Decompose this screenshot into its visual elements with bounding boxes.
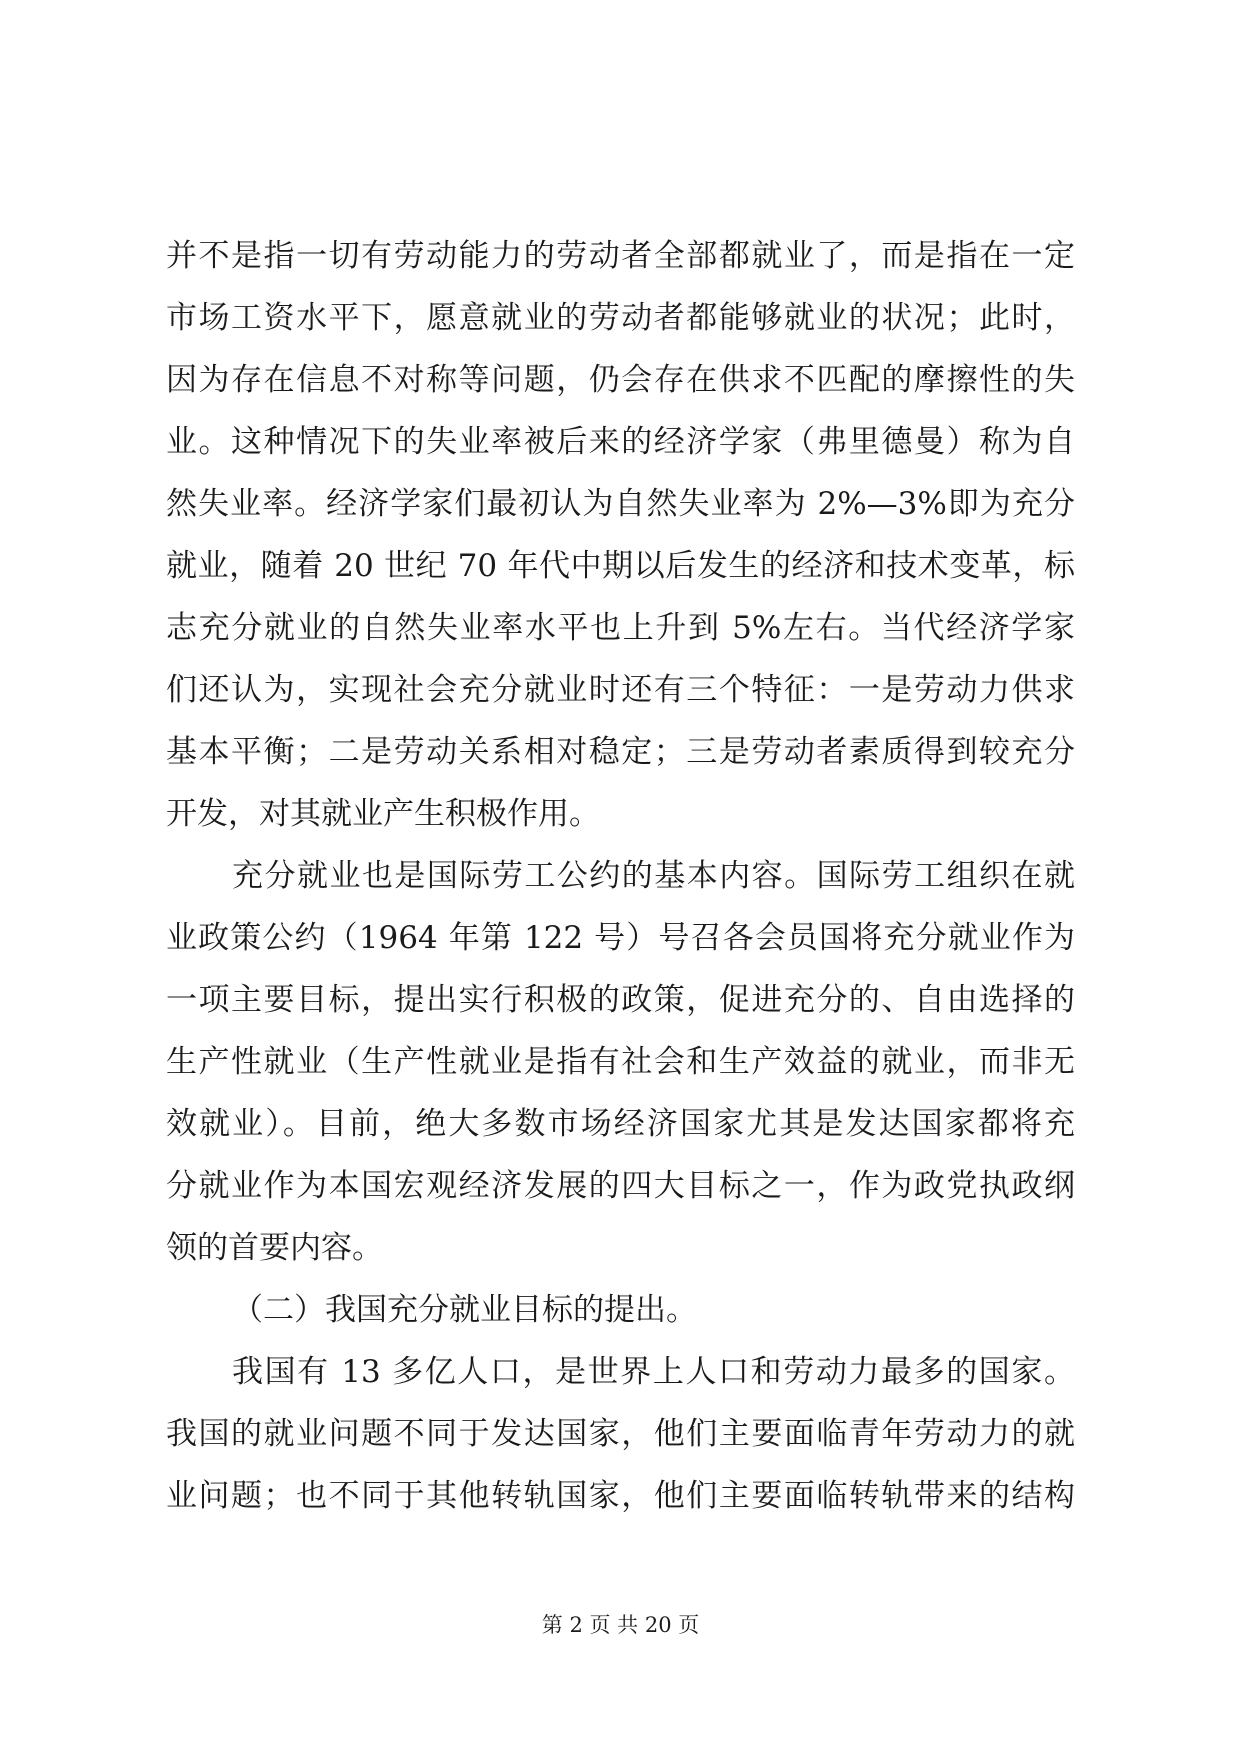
text-line: 生产性就业（生产性就业是指有社会和生产效益的就业，而非无 xyxy=(166,1044,1075,1080)
text-line: 开发，对其就业产生积极作用。 xyxy=(166,796,600,832)
text-line: 市场工资水平下，愿意就业的劳动者都能够就业的状况；此时， xyxy=(166,300,1075,336)
page-footer: 第 2 页 共 20 页 xyxy=(541,1613,700,1637)
text-line: 业问题；也不同于其他转轨国家，他们主要面临转轨带来的结构 xyxy=(166,1478,1075,1514)
text-line: 领的首要内容。 xyxy=(166,1230,383,1266)
text-line: 们还认为，实现社会充分就业时还有三个特征：一是劳动力供求 xyxy=(166,672,1075,708)
text-line: 志充分就业的自然失业率水平也上升到 5%左右。当代经济学家 xyxy=(166,610,1075,646)
text-line: 并不是指一切有劳动能力的劳动者全部都就业了，而是指在一定 xyxy=(166,238,1075,274)
text-line: 然失业率。经济学家们最初认为自然失业率为 2%—3%即为充分 xyxy=(166,486,1075,522)
text-line: 我国有 13 多亿人口，是世界上人口和劳动力最多的国家。 xyxy=(232,1354,1075,1390)
text-line: 一项主要目标，提出实行积极的政策，促进充分的、自由选择的 xyxy=(166,982,1075,1018)
text-line: 分就业作为本国宏观经济发展的四大目标之一，作为政党执政纲 xyxy=(166,1168,1075,1204)
text-line: 业。这种情况下的失业率被后来的经济学家（弗里德曼）称为自 xyxy=(166,424,1075,460)
text-line: 就业，随着 20 世纪 70 年代中期以后发生的经济和技术变革，标 xyxy=(166,548,1075,584)
text-line: 业政策公约（1964 年第 122 号）号召各会员国将充分就业作为 xyxy=(166,920,1075,956)
text-line: 充分就业也是国际劳工公约的基本内容。国际劳工组织在就 xyxy=(232,858,1075,894)
text-line: 我国的就业问题不同于发达国家，他们主要面临青年劳动力的就 xyxy=(166,1416,1075,1452)
section-heading: （二）我国充分就业目标的提出。 xyxy=(232,1292,697,1328)
text-line: 效就业）。目前，绝大多数市场经济国家尤其是发达国家都将充 xyxy=(166,1106,1075,1142)
text-line: 基本平衡；二是劳动关系相对稳定；三是劳动者素质得到较充分 xyxy=(166,734,1075,770)
text-line: 因为存在信息不对称等问题，仍会存在供求不匹配的摩擦性的失 xyxy=(166,362,1075,398)
document-body xyxy=(166,225,1075,1527)
